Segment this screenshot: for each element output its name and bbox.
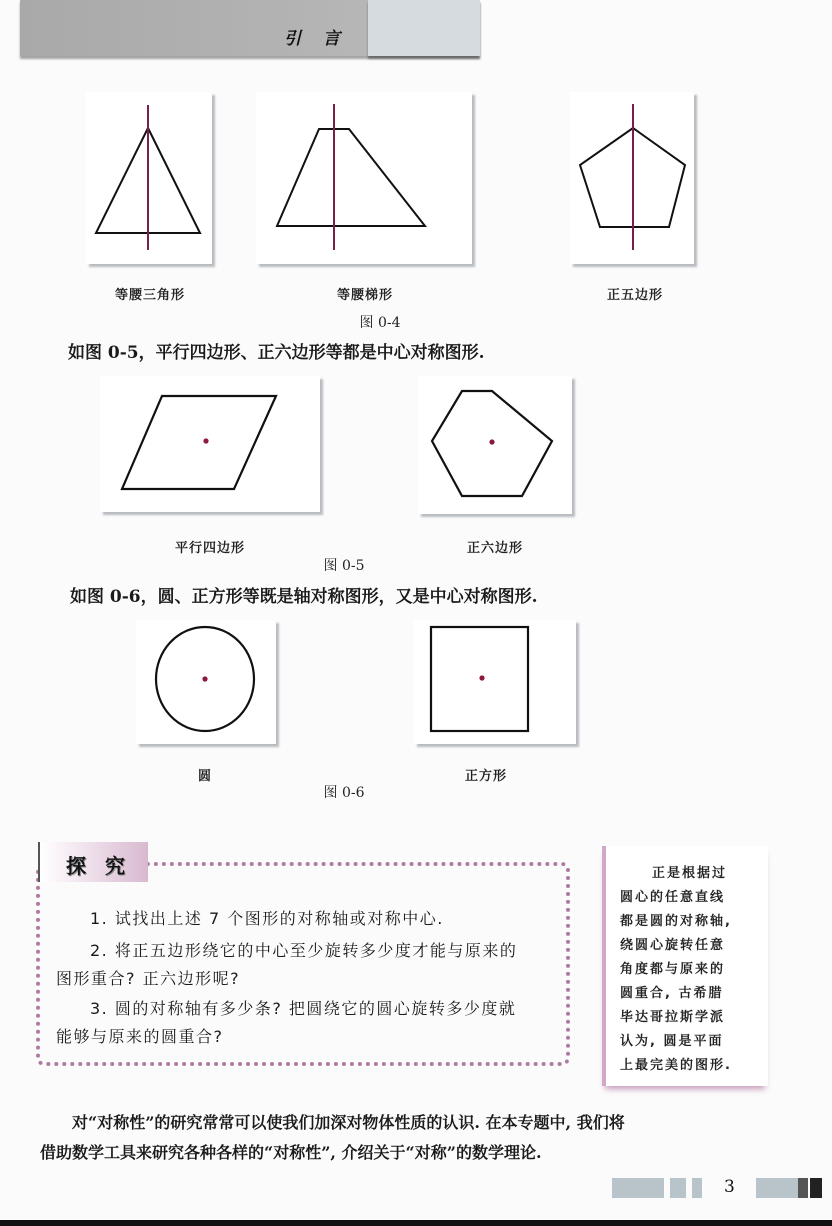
note-line-2: 圆心的任意直线 bbox=[620, 890, 726, 905]
label-regular-pentagon: 正五边形 bbox=[606, 288, 663, 303]
closing-paragraph-line-1: 对“对称性”的研究常常可以使我们加深对物体性质的认识. 在本专题中, 我们将 bbox=[72, 1113, 625, 1132]
figure-caption-0-4: 图 0-4 bbox=[359, 315, 401, 331]
page-number: 3 bbox=[724, 1177, 735, 1197]
chapter-title: 引 言 bbox=[284, 29, 348, 49]
note-line-6: 圆重合, 古希腊 bbox=[620, 986, 724, 1001]
bottom-rule bbox=[0, 1220, 832, 1226]
figure-caption-0-5: 图 0-5 bbox=[323, 558, 365, 574]
label-square: 正方形 bbox=[464, 769, 507, 784]
pager-decoration-5 bbox=[798, 1178, 808, 1198]
pager-decoration-3 bbox=[692, 1178, 702, 1198]
closing-paragraph-line-2: 借助数学工具来研究各种各样的“对称性”, 介绍关于“对称”的数学理论. bbox=[40, 1143, 542, 1162]
note-line-1: 正是根据过 bbox=[652, 866, 728, 881]
explore-question-3-cont: 能够与原来的圆重合? bbox=[56, 1027, 224, 1046]
label-circle: 圆 bbox=[197, 769, 212, 784]
note-line-9: 上最完美的图形. bbox=[620, 1058, 732, 1073]
label-isosceles-triangle: 等腰三角形 bbox=[114, 288, 185, 303]
pager-decoration-2 bbox=[670, 1178, 686, 1198]
margin-note bbox=[602, 846, 768, 1086]
pager-decoration-4 bbox=[756, 1178, 798, 1198]
explore-heading: 探 究 bbox=[66, 854, 131, 878]
pager-decoration-1 bbox=[612, 1178, 664, 1198]
explore-question-3: 3. 圆的对称轴有多少条? 把圆绕它的圆心旋转多少度就 bbox=[90, 999, 517, 1018]
paragraph-figure-0-5: 如图 0-5，平行四边形、正六边形等都是中心对称图形. bbox=[68, 343, 485, 363]
explore-question-2-cont: 图形重合? 正六边形呢? bbox=[56, 969, 241, 988]
note-line-4: 绕圆心旋转任意 bbox=[620, 938, 726, 953]
explore-question-1: 1. 试找出上述 7 个图形的对称轴或对称中心. bbox=[90, 909, 444, 928]
explore-question-2: 2. 将正五边形绕它的中心至少旋转多少度才能与原来的 bbox=[90, 941, 518, 960]
note-line-3: 都是圆的对称轴, bbox=[620, 914, 732, 929]
paragraph-figure-0-6: 如图 0-6，圆、正方形等既是轴对称图形，又是中心对称图形. bbox=[70, 587, 538, 607]
note-line-5: 角度都与原来的 bbox=[620, 962, 726, 977]
pager-decoration-6 bbox=[810, 1178, 822, 1198]
note-line-7: 毕达哥拉斯学派 bbox=[620, 1010, 726, 1025]
label-parallelogram: 平行四边形 bbox=[174, 541, 245, 556]
label-isosceles-trapezoid: 等腰梯形 bbox=[336, 288, 393, 303]
label-regular-hexagon: 正六边形 bbox=[466, 541, 523, 556]
figure-caption-0-6: 图 0-6 bbox=[323, 785, 365, 801]
note-line-8: 认为, 圆是平面 bbox=[620, 1034, 724, 1049]
